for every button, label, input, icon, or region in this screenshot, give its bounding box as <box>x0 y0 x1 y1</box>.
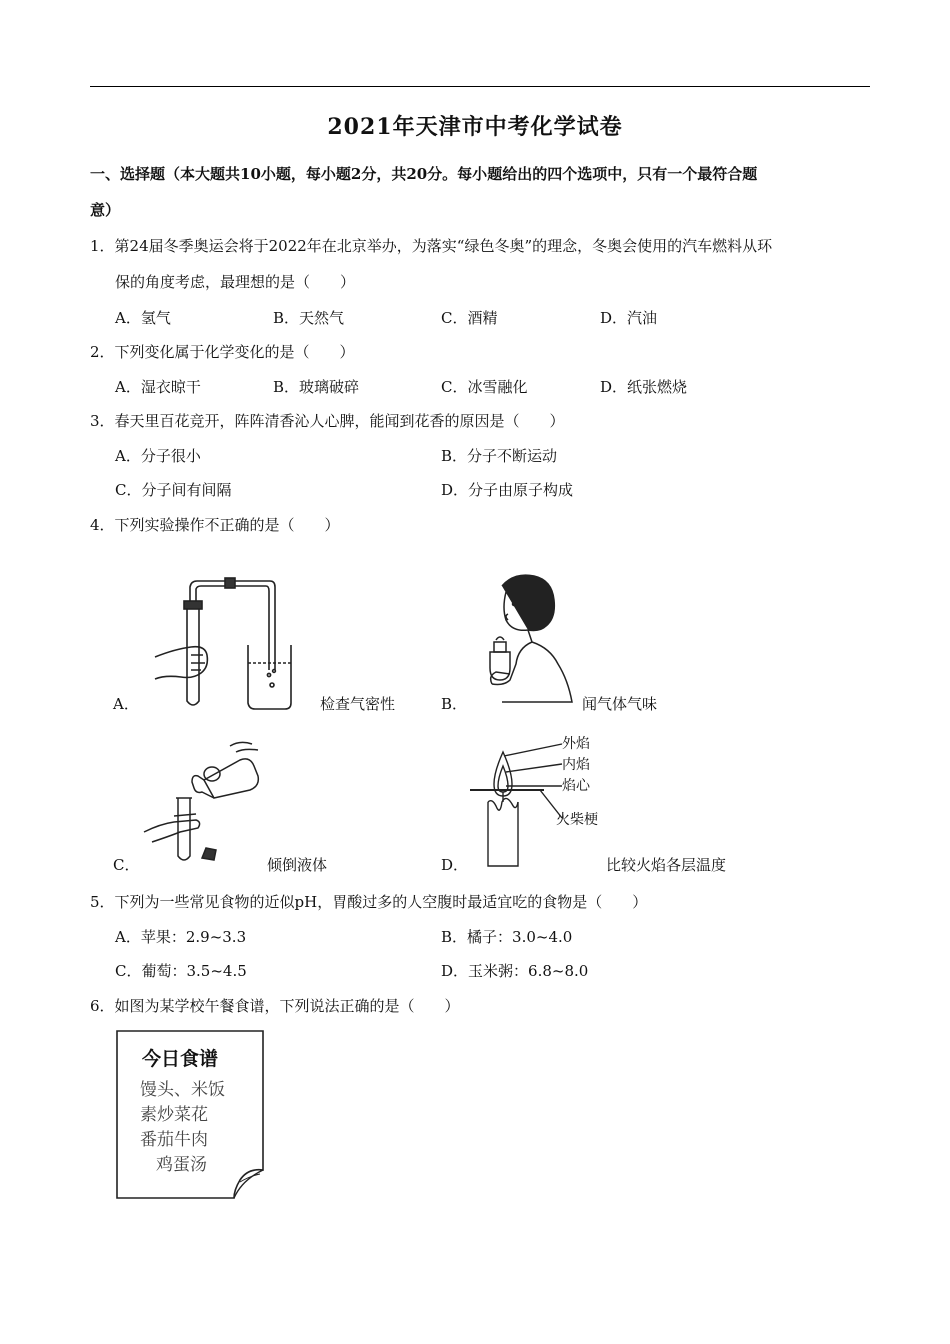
q3-option-a[interactable]: A．分子很小 <box>115 447 201 465</box>
smelling-gas-figure <box>462 568 582 708</box>
q1-option-b[interactable]: B．天然气 <box>273 309 345 327</box>
top-rule <box>90 86 870 87</box>
q4-stem: 4．下列实验操作不正确的是（ ） <box>90 516 340 534</box>
q3-option-d[interactable]: D．分子由原子构成 <box>441 481 574 499</box>
candle-flame-figure <box>466 732 612 872</box>
menu-item: 鸡蛋汤 <box>156 1155 207 1175</box>
q5-option-b[interactable]: B．橘子：3.0~4.0 <box>441 928 573 946</box>
q4-option-c[interactable]: C． <box>113 856 140 874</box>
q4-option-d[interactable]: D． <box>441 856 469 874</box>
q4-caption-c: 倾倒液体 <box>267 856 328 874</box>
q2-stem: 2．下列变化属于化学变化的是（ ） <box>90 343 355 361</box>
q1-stem-line1: 1．第24届冬季奥运会将于2022年在北京举办，为落实“绿色冬奥”的理念，冬奥会使用的汽车燃料从环 <box>90 237 773 255</box>
q2-option-b[interactable]: B．玻璃破碎 <box>273 378 360 396</box>
q3-option-c[interactable]: C．分子间有间隔 <box>115 481 232 499</box>
q5-option-c[interactable]: C．葡萄：3.5~4.5 <box>115 962 247 980</box>
flame-label-match: 火柴梗 <box>556 812 598 828</box>
section-header-line1: 一、选择题（本大题共10小题，每小题2分，共20分。每小题给出的四个选项中，只有一个最符合题 <box>90 165 758 183</box>
q4-caption-b: 闻气体气味 <box>582 695 658 713</box>
lunch-menu-card <box>116 1030 266 1200</box>
menu-item: 素炒菜花 <box>140 1105 208 1125</box>
q2-option-d[interactable]: D．纸张燃烧 <box>600 378 688 396</box>
exam-title: 2021年天津市中考化学试卷 <box>327 114 623 140</box>
q1-option-a[interactable]: A．氢气 <box>115 309 171 327</box>
section-header-line2: 意） <box>90 201 121 219</box>
q1-option-c[interactable]: C．酒精 <box>441 309 498 327</box>
q1-option-d[interactable]: D．汽油 <box>600 309 658 327</box>
q5-option-a[interactable]: A．苹果：2.9~3.3 <box>115 928 247 946</box>
flame-label-inner: 内焰 <box>562 757 590 773</box>
menu-item: 番茄牛肉 <box>140 1130 208 1150</box>
flame-label-outer: 外焰 <box>562 736 590 752</box>
q2-option-a[interactable]: A．湿衣晾干 <box>115 378 201 396</box>
q3-stem: 3．春天里百花竞开，阵阵清香沁人心脾，能闻到花香的原因是（ ） <box>90 412 565 430</box>
pouring-liquid-figure <box>140 736 270 866</box>
q1-stem-line2: 保的角度考虑，最理想的是（ ） <box>115 273 356 291</box>
q4-caption-d: 比较火焰各层温度 <box>606 856 727 874</box>
menu-item: 馒头、米饭 <box>140 1080 225 1100</box>
q4-caption-a: 检查气密性 <box>320 695 396 713</box>
q3-option-b[interactable]: B．分子不断运动 <box>441 447 558 465</box>
q2-option-c[interactable]: C．冰雪融化 <box>441 378 528 396</box>
airtightness-check-figure <box>135 575 305 715</box>
q5-option-d[interactable]: D．玉米粥：6.8~8.0 <box>441 962 589 980</box>
q6-stem: 6．如图为某学校午餐食谱，下列说法正确的是（ ） <box>90 997 460 1015</box>
menu-heading: 今日食谱 <box>142 1048 219 1070</box>
flame-label-core: 焰心 <box>562 778 590 794</box>
q4-option-a[interactable]: A． <box>113 695 139 713</box>
q5-stem: 5．下列为一些常见食物的近似pH，胃酸过多的人空腹时最适宜吃的食物是（ ） <box>90 893 648 911</box>
q4-option-b[interactable]: B． <box>441 695 468 713</box>
